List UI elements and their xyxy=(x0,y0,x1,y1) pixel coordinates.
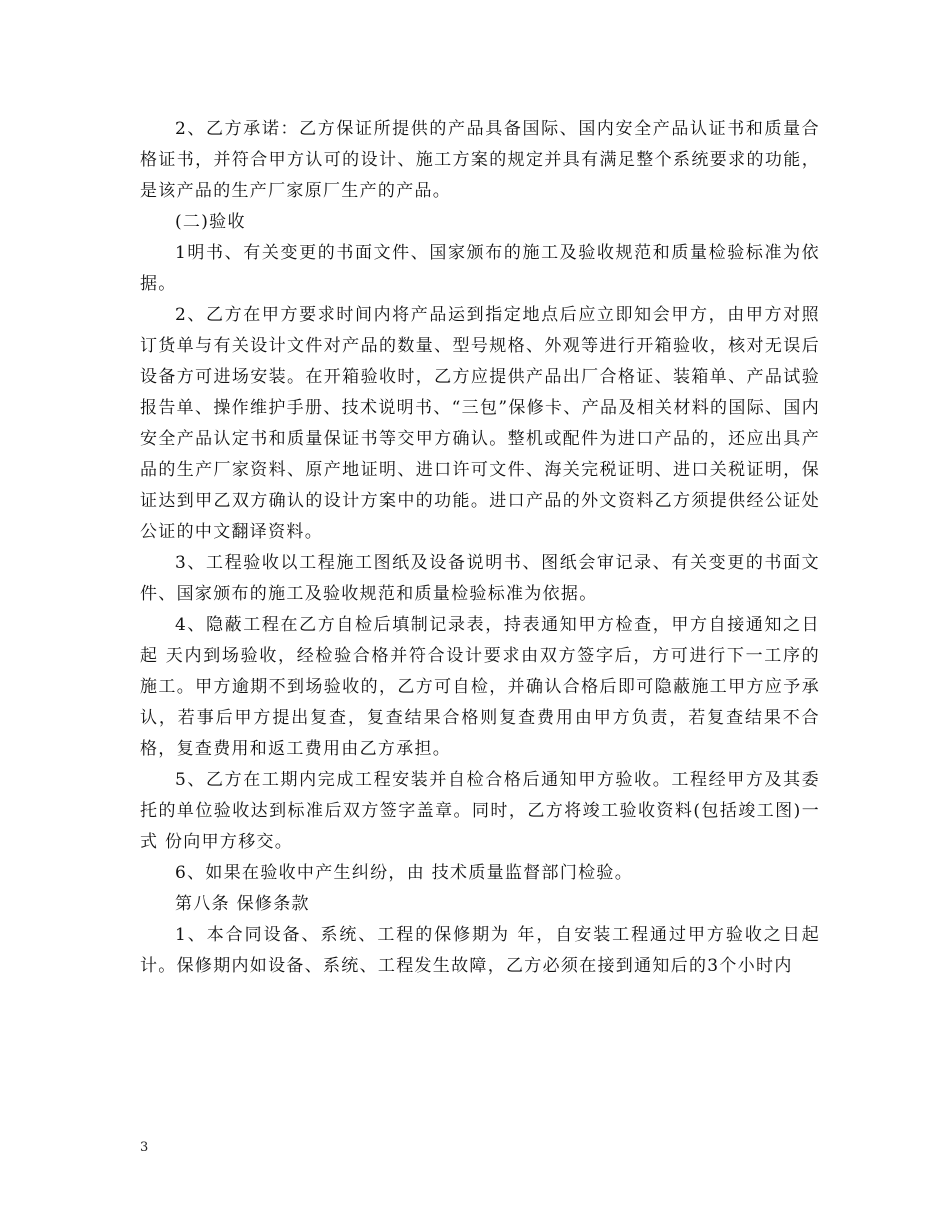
paragraph-supplier-commitment: 2、乙方承诺：乙方保证所提供的产品具备国际、国内安全产品认证书和质量合格证书，并符合甲方认可的设计、施工方案的规定并具有满足整个系统要求的功能，是该产品的生产厂家原厂生产的产品。 xyxy=(140,119,820,201)
document-body xyxy=(140,114,820,982)
paragraph-acceptance-5: 5、乙方在工期内完成工程安装并自检合格后通知甲方验收。工程经甲方及其委托的单位验收达到标准后双方签字盖章。同时，乙方将竣工验收资料(包括竣工图)一式 份向甲方移交。 xyxy=(140,770,820,852)
paragraph-acceptance-4: 4、隐蔽工程在乙方自检后填制记录表，持表通知甲方检查，甲方自接通知之日起 天内到场验收，经检验合格并符合设计要求由双方签字后，方可进行下一工序的施工。甲方逾期不到场验收的，乙方可自检，并确认合格后即可隐蔽施工甲方应予承认，若事后甲方提出复查，复查结果合格则复查费用由甲方负责，若复查结果不合格，复查费用和返工费用由乙方承担。 xyxy=(140,615,820,759)
article-heading-warranty: 第八条 保修条款 xyxy=(175,894,310,914)
paragraph-acceptance-1: 1明书、有关变更的书面文件、国家颁布的施工及验收规范和质量检验标准为依据。 xyxy=(140,243,820,294)
paragraph-acceptance-2: 2、乙方在甲方要求时间内将产品运到指定地点后应立即知会甲方，由甲方对照订货单与有关设计文件对产品的数量、型号规格、外观等进行开箱验收，核对无误后设备方可进场安装。在开箱验收时，乙方应提供产品出厂合格证、装箱单、产品试验报告单、操作维护手册、技术说明书、“三包”保修卡、产品及相关材料的国际、国内安全产品认定书和质量保证书等交甲方确认。整机或配件为进口产品的，还应出具产品的生产厂家资料、原产地证明、进口许可文件、海关完税证明、进口关税证明，保证达到甲乙双方确认的设计方案中的功能。进口产品的外文资料乙方须提供经公证处公证的中文翻译资料。 xyxy=(140,305,820,542)
paragraph-acceptance-6: 6、如果在验收中产生纠纷，由 技术质量监督部门检验。 xyxy=(175,863,634,883)
paragraph-acceptance-3: 3、工程验收以工程施工图纸及设备说明书、图纸会审记录、有关变更的书面文件、国家颁布的施工及验收规范和质量检验标准为依据。 xyxy=(140,553,820,604)
page-number: 3 xyxy=(140,1140,149,1155)
section-heading-acceptance: (二)验收 xyxy=(175,212,246,232)
paragraph-warranty-1: 1、本合同设备、系统、工程的保修期为 年，自安装工程通过甲方验收之日起计。保修期内如设备、系统、工程发生故障，乙方必须在接到通知后的3个小时内 xyxy=(140,925,820,976)
